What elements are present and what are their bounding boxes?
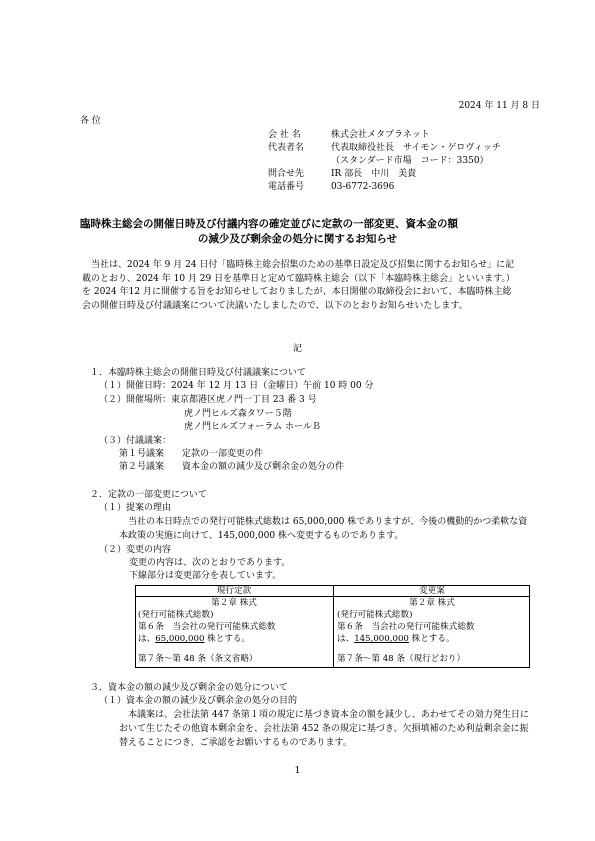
contact-person: IR 部長 中川 美貴 — [331, 169, 417, 179]
current-article-6-prefix: は、 — [138, 634, 156, 644]
contact-label: 問合せ先 — [268, 169, 305, 179]
table-header-proposed: 変更案 — [419, 586, 445, 596]
ki-mark: 記 — [292, 344, 302, 354]
current-share-count: 65,000,000 — [155, 634, 205, 644]
proposed-subheading: (発行可能株式総数) — [337, 610, 413, 620]
table-header-current: 現行定款 — [216, 586, 252, 596]
current-article-6-line-2 — [138, 634, 250, 645]
agenda-heading: （３）付議議案： — [99, 436, 172, 446]
meeting-datetime: （１）開催日時：2024 年 12 月 13 日（金曜日）午前 10 時 00 分 — [99, 381, 374, 391]
current-article-6-suffix: 株とする。 — [204, 634, 251, 644]
page-number: 1 — [294, 766, 301, 776]
current-article-6-line-1: 第６条 当会社の発行可能株式総数 — [138, 622, 276, 632]
section-3-heading: ３．資本金の額の減少及び剰余金の処分について — [90, 683, 288, 693]
company-label: 会 社 名 — [268, 130, 301, 140]
current-articles-7-48: 第７条～第 48 条（条文省略） — [138, 654, 258, 664]
representative-name: 代表取締役社長 サイモン・ゲロヴィッチ — [331, 143, 501, 153]
proposed-chapter: 第２章 株式 — [409, 598, 455, 608]
content-line-1: 変更の内容は、次のとおりであります。 — [129, 558, 291, 568]
proposed-article-6-prefix: は、 — [337, 634, 355, 644]
proposed-share-count: 145,000,000 — [354, 634, 409, 644]
current-chapter: 第２章 株式 — [211, 598, 257, 608]
section-2-heading: ２．定款の一部変更について — [90, 490, 207, 500]
representative-label: 代表者名 — [268, 143, 305, 153]
proposed-article-6-line-1: 第６条 当会社の発行可能株式総数 — [337, 622, 475, 632]
document-title-line-1: 臨時株主総会の開催日時及び付議内容の確定並びに定款の一部変更、資本金の額 — [80, 218, 458, 230]
proposed-article-6-suffix: 株とする。 — [408, 634, 455, 644]
document-date: 2024 年 11 月 8 日 — [458, 101, 540, 111]
document-title-line-2: の減少及び剰余金の処分に関するお知らせ — [197, 233, 398, 245]
phone-label: 電話番号 — [268, 182, 305, 192]
addressee: 各 位 — [80, 116, 101, 126]
purpose-text: 本議案は、会社法第 447 条第１項の規定に基づき資本金の額を減少し、あわせてその効力発生日において生じたその他資本剰余金を、会社法第 452 条の規定に基づき、欠損填補のため利益剰余金に振替えることにつき、ご承認をお願いするものであります。 — [119, 710, 529, 748]
reason-heading: （１）提案の理由 — [99, 503, 172, 513]
section-1-heading: １．本臨時株主総会の開催日時及び付議議案について — [90, 368, 306, 378]
intro-paragraph: 当社は、2024 年 9 月 24 日付「臨時株主総会招集のための基準日設定及び招集に関するお知らせ」に記載のとおり、2024 年 10 月 29 日を基準日と定めて臨時株主総会（以下「本臨時株主総会」といいます。）を 2024 年12 月に開催する旨をお知らせしておりましたが、本日開催の取締役会において、本臨時株主総会の開催日時及び付議議案について決議いたしましたので、以下のとおりお知らせいたします。 — [82, 260, 515, 311]
purpose-heading: （１）資本金の額の減少及び剰余金の処分の目的 — [99, 696, 298, 706]
current-subheading: (発行可能株式総数) — [138, 610, 214, 620]
proposed-articles-7-48: 第７条～第 48 条（現行どおり） — [337, 654, 466, 664]
meeting-venue-line-2: 虎ノ門ヒルズ森タワー５階 — [184, 409, 292, 419]
agenda-item-2: 第２号議案 資本金の額の減少及び剰余金の処分の件 — [119, 462, 345, 472]
meeting-venue-line-3: 虎ノ門ヒルズフォーラム ホールＢ — [184, 422, 321, 432]
company-name: 株式会社メタプラネット — [331, 130, 430, 140]
phone-number: 03-6772-3696 — [331, 182, 395, 192]
market-code: （スタンダード市場 コード：3350） — [331, 156, 489, 166]
content-line-2: 下線部分は変更部分を表しています。 — [129, 571, 282, 581]
agenda-item-1: 第１号議案 定款の一部変更の件 — [119, 449, 264, 459]
proposed-article-6-line-2 — [337, 634, 455, 645]
reason-text: 当社の本日時点での発行可能株式総数は 65,000,000 株でありますが、今後の機動的かつ柔軟な資本政策の実施に向けて、145,000,000 株へ変更するものであります。 — [119, 517, 528, 541]
content-heading: （２）変更の内容 — [99, 545, 172, 555]
meeting-venue-line-1: （２）開催場所：東京都港区虎ノ門一丁目 23 番 3 号 — [99, 395, 317, 405]
